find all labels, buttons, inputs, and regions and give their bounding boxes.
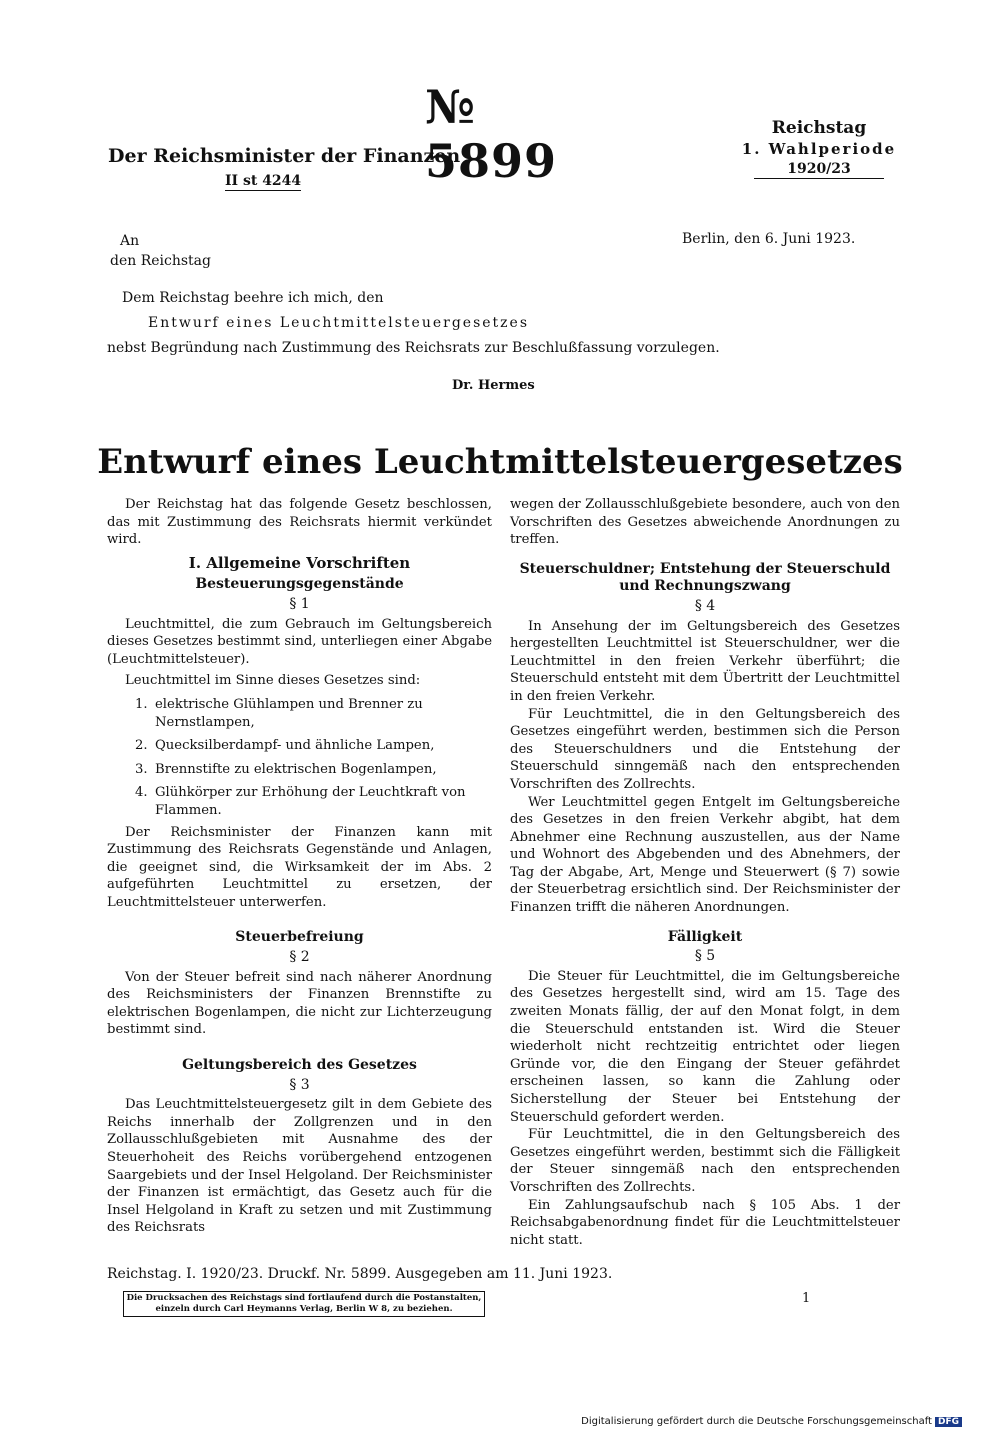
right-column <box>510 496 900 1249</box>
continuation-paragraph: wegen der Zollausschlußgebiete besondere, auch von den Vorschriften des Gesetzes abweichende Anordnungen zu treffen. <box>510 497 900 548</box>
address-recipient: den Reichstag <box>110 253 211 269</box>
letter-line-2: Entwurf eines Leuchtmittelsteuergesetzes <box>148 315 530 331</box>
reference-number: II st 4244 <box>225 173 302 189</box>
letter-line-3: nebst Begründung nach Zustimmung des Reichsrats zur Beschlußfassung vorzulegen. <box>107 340 720 356</box>
s2-paragraph-1: Von der Steuer befreit sind nach näherer Anordnung des Reichsministers der Finanzen Brennstifte zu elektrischen Bogenlampen, die nicht zur Lichterzeugung bestimmt sind. <box>107 969 492 1038</box>
section-heading-faelligkeit: Fälligkeit <box>667 928 743 945</box>
signature: Dr. Hermes <box>452 378 535 393</box>
intro-paragraph: Der Reichstag hat das folgende Gesetz beschlossen, das mit Zustimmung des Reichsrats hiermit verkündet wird. <box>107 497 492 548</box>
paragraph-number-3: § 3 <box>289 1076 310 1093</box>
wahlperiode-label: 1. Wahlperiode <box>741 140 897 158</box>
paragraph-number-2: § 2 <box>289 949 310 966</box>
list-number: 2. <box>135 738 148 754</box>
reichstag-stamp <box>734 118 904 179</box>
paragraph-number-4: § 4 <box>694 597 716 614</box>
section-heading-geltung: Geltungsbereich des Gesetzes <box>182 1057 417 1074</box>
distribution-notice: Die Drucksachen des Reichstags sind fortlaufend durch die Postanstalten, einzeln durch Carl Heymanns Verlag, Berlin W 8, zu beziehen. <box>123 1291 485 1317</box>
list-item <box>135 761 492 779</box>
digitization-text: Digitalisierung gefördert durch die Deutsche Forschungsgemeinschaft <box>581 1416 932 1427</box>
dfg-logo-icon: DFG <box>935 1417 962 1427</box>
years-label: 1920/23 <box>754 161 884 179</box>
list-number: 3. <box>135 761 148 777</box>
list-text: Brennstifte zu elektrischen Bogenlampen, <box>155 761 437 777</box>
part-heading: I. Allgemeine Vorschriften <box>188 553 411 572</box>
page-number: 1 <box>802 1291 811 1306</box>
document-number: № 5899 <box>425 80 558 188</box>
list-text: Quecksilberdampf- und ähnliche Lampen, <box>155 738 435 754</box>
s4-paragraph-1: In Ansehung der im Geltungsbereich des Gesetzes hergestellten Leuchtmittel ist Steuerschuldner, wer die Leuchtmittel in den freien Verkehr überführt; die Steuerschuld entsteht mit dem Übertritt der Leuchtmittel in den freien Verkehr. <box>510 618 900 704</box>
s5-paragraph-3: Ein Zahlungsaufschub nach § 105 Abs. 1 der Reichsabgabenordnung findet für die Leuchtmittelsteuer nicht statt. <box>510 1197 900 1248</box>
s5-paragraph-2: Für Leuchtmittel, die in den Geltungsbereich des Gesetzes eingeführt werden, bestimmt sich die Fälligkeit der Steuer sinngemäß nach den entsprechenden Vorschriften des Zollrechts. <box>510 1127 900 1195</box>
s3-paragraph-1: Das Leuchtmittelsteuergesetz gilt in dem Gebiete des Reichs innerhalb der Zollgrenzen und in den Zollausschlußgebieten mit Ausnahme des der Steuerhoheit des Reichs vorübergehend entzogenen Saargebiets und der Insel Helgoland. Der Reichsminister der Finanzen ist ermächtigt, das Gesetz auch für die Insel Helgoland in Kraft zu setzen und mit Zustimmung des Reichsrats <box>107 1097 492 1236</box>
s4-paragraph-2: Für Leuchtmittel, die in den Geltungsbereich des Gesetzes eingeführt werden, bestimmen sich die Person des Steuerschuldners und die Entstehung der Steuerschuld sinngemäß nach den entsprechenden Vorschriften des Zollrechts. <box>510 706 900 792</box>
list-text: elektrische Glühlampen und Brenner zu Nernstlampen, <box>155 696 423 730</box>
s1-paragraph-2: Leuchtmittel im Sinne dieses Gesetzes sind: <box>125 673 421 689</box>
section-heading-gegenstaende: Besteuerungsgegenstände <box>195 576 404 593</box>
list-item <box>135 784 492 819</box>
left-column <box>107 496 492 1237</box>
place-date: Berlin, den 6. Juni 1923. <box>682 231 856 247</box>
list-number: 1. <box>135 696 148 712</box>
s4-paragraph-3: Wer Leuchtmittel gegen Entgelt im Geltungsbereiche des Gesetzes in den freien Verkehr abgibt, hat dem Abnehmer eine Rechnung auszustellen, aus der Name und Wohnort des Abgebenden und des Abnehmers, der Tag der Abgabe, Art, Menge und Steuerwert (§ 7) sowie der Steuerbetrag ersichtlich sind. Der Reichsminister der Finanzen trifft die näheren Anordnungen. <box>510 794 900 916</box>
list-item <box>135 696 492 731</box>
address-an: An <box>120 233 140 249</box>
s1-paragraph-1: Leuchtmittel, die zum Gebrauch im Geltungsbereich dieses Gesetzes bestimmt sind, unterliegen einer Abgabe (Leuchtmittelsteuer). <box>107 616 492 667</box>
digitization-note <box>581 1416 962 1427</box>
letter-line-1: Dem Reichstag beehre ich mich, den <box>122 290 384 306</box>
sender-title: Der Reichsminister der Finanzen <box>108 145 461 167</box>
list-item <box>135 737 492 755</box>
paragraph-number-1: § 1 <box>289 595 310 612</box>
list-text: Glühkörper zur Erhöhung der Leuchtkraft von Flammen. <box>155 785 466 818</box>
paragraph-number-5: § 5 <box>694 948 716 965</box>
s5-paragraph-1: Die Steuer für Leuchtmittel, die im Geltungsbereiche des Gesetzes hergestellt sind, wird am 15. Tage des zweiten Monats fällig, der auf den Monat folgt, in dem die Steuerschuld entstanden ist. Wird die Steuer wiederholt nicht rechtzeitig entrichtet oder liegen Gründe vor, die den Eingang der Steuer gefährdet erscheinen lassen, so kann die Zahlung oder Sicherstellung der Steuer bei Entstehung der Steuerschuld gefordert werden. <box>510 968 900 1125</box>
reichstag-label: Reichstag <box>771 118 867 138</box>
print-footer: Reichstag. I. 1920/23. Druckf. Nr. 5899. Ausgegeben am 11. Juni 1923. <box>107 1266 613 1282</box>
list-number: 4. <box>135 785 148 801</box>
section-heading-schuldner: Steuerschuldner; Entstehung der Steuerschuld und Rechnungszwang <box>519 560 891 595</box>
s1-paragraph-3: Der Reichsminister der Finanzen kann mit Zustimmung des Reichsrats Gegenstände und Anlagen, die geeignet sind, die Wirksamkeit der im Abs. 2 aufgeführten Leuchtmittel zu ersetzen, der Leuchtmittelsteuer unterwerfen. <box>107 824 492 910</box>
section-heading-befreiung: Steuerbefreiung <box>235 929 364 946</box>
page-title: Entwurf eines Leuchtmittelsteuergesetzes <box>97 442 903 482</box>
